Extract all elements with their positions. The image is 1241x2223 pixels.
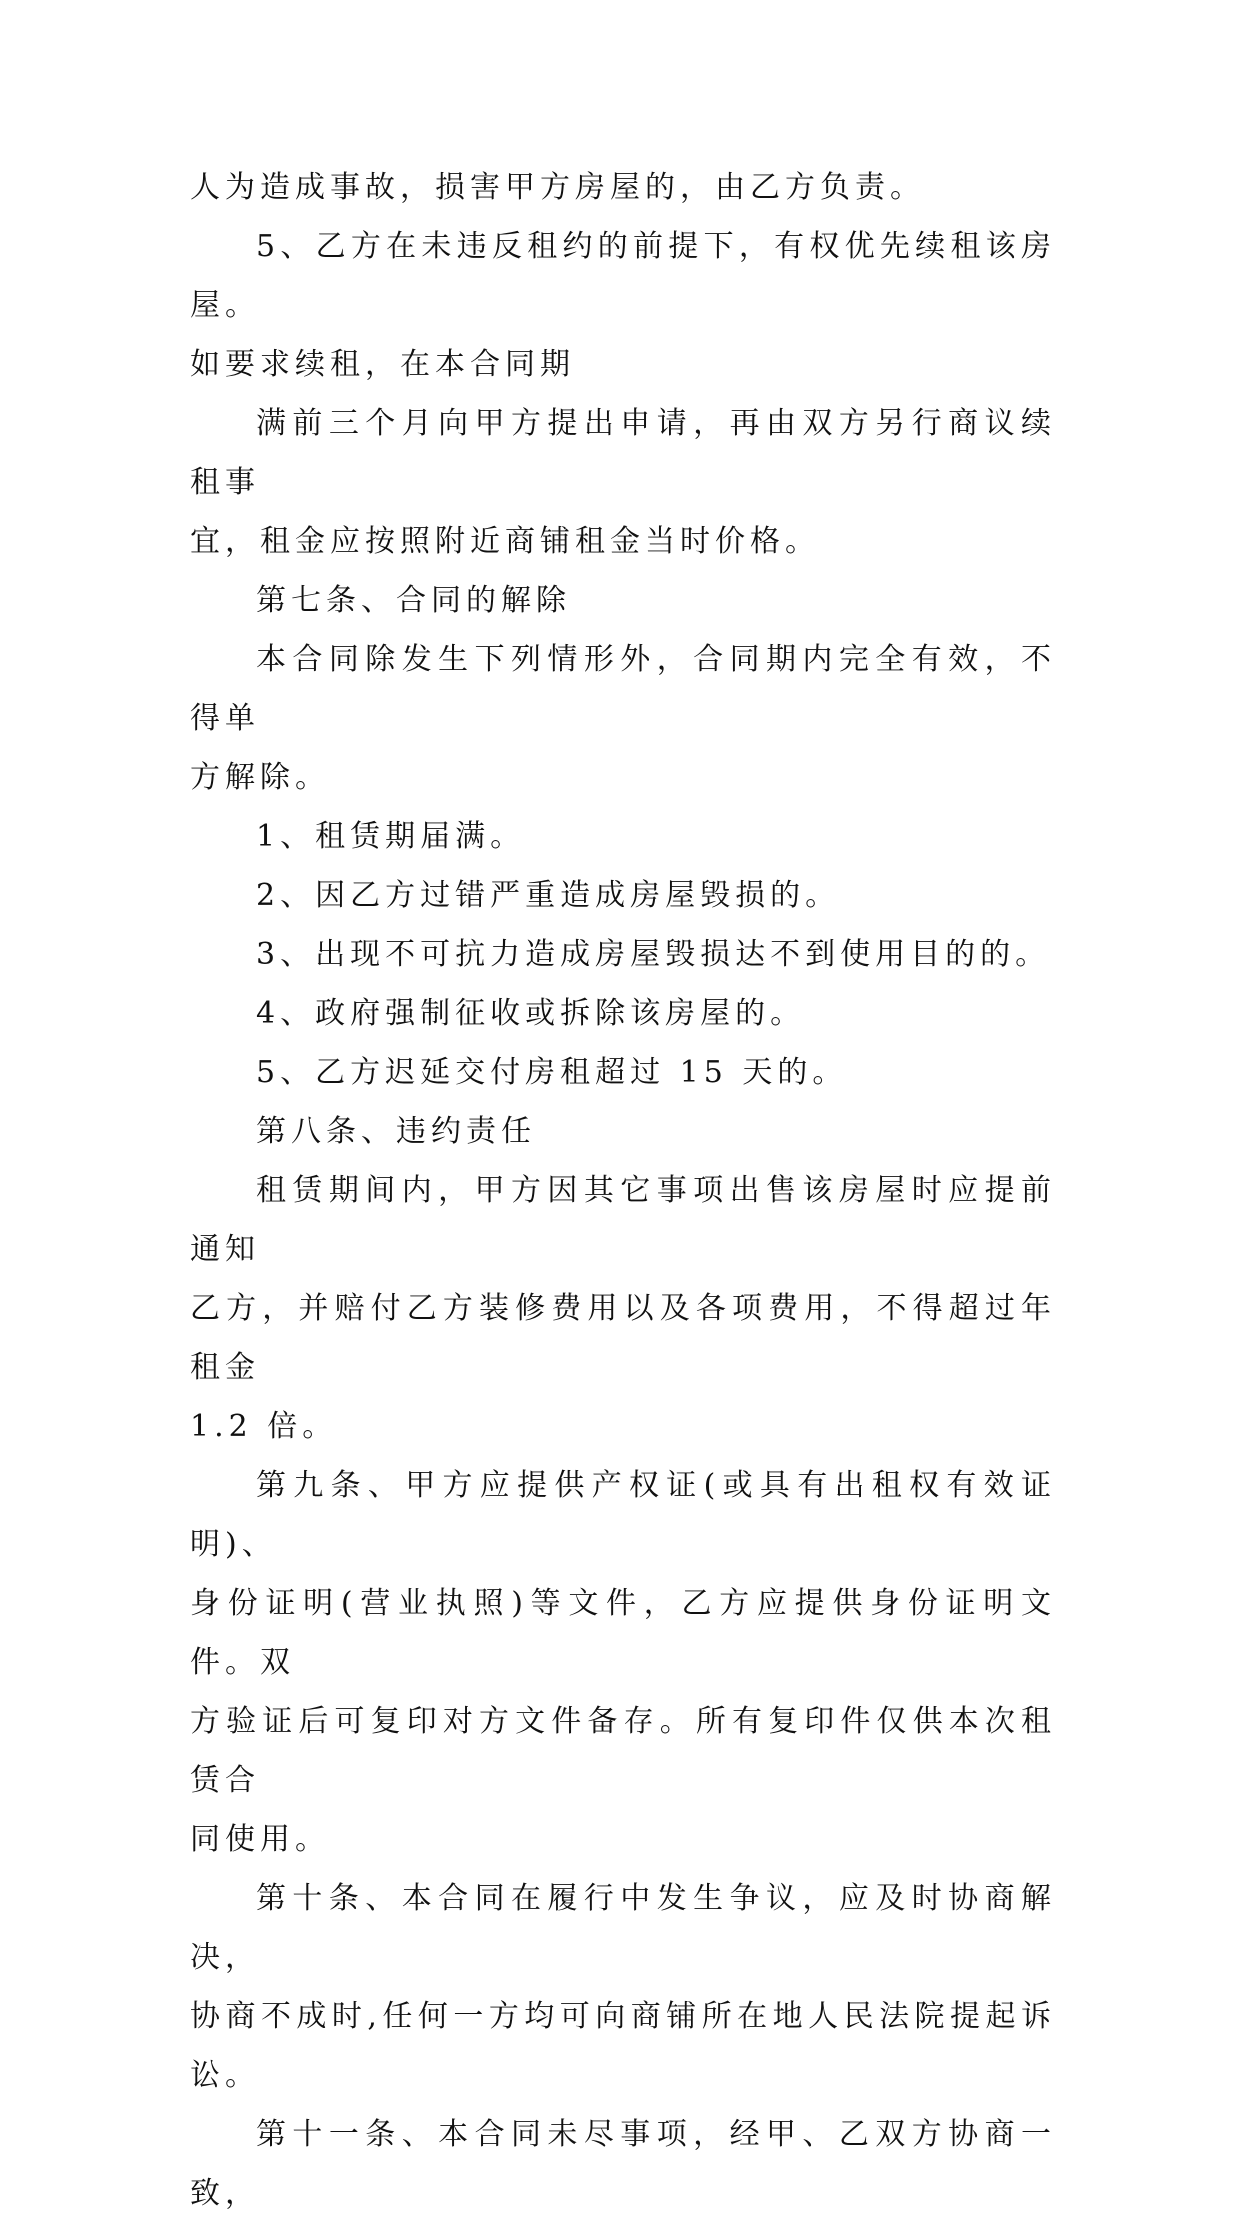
paragraph (190, 1161, 1056, 1456)
paragraph (190, 217, 1056, 394)
text-line: 5、乙方在未违反租约的前提下，有权优先续租该房屋。 (190, 229, 1056, 323)
text-line: 1、租赁期届满。 (256, 819, 526, 854)
paragraph (190, 394, 1056, 571)
paragraph (190, 630, 1056, 807)
text-line: 宜，租金应按照附近商铺租金当时价格。 (190, 524, 820, 559)
text-line: 协商不成时,任何一方均可向商铺所在地人民法院提起诉讼。 (190, 1999, 1056, 2093)
text-line: 4、政府强制征收或拆除该房屋的。 (256, 996, 806, 1031)
paragraph (190, 1869, 1056, 2105)
paragraph (190, 1043, 1056, 1102)
text-line: 2、因乙方过错严重造成房屋毁损的。 (256, 878, 841, 913)
text-line: 方解除。 (190, 760, 330, 795)
text-line: 第九条、甲方应提供产权证(或具有出租权有效证明)、 (190, 1468, 1056, 1562)
text-line: 同使用。 (190, 1822, 330, 1857)
text-line: 3、出现不可抗力造成房屋毁损达不到使用目的的。 (256, 937, 1051, 972)
paragraph (190, 984, 1056, 1043)
text-line: 身份证明(营业执照)等文件，乙方应提供身份证明文件。双 (190, 1586, 1056, 1680)
paragraph (190, 866, 1056, 925)
text-line: 满前三个月向甲方提出申请，再由双方另行商议续租事 (190, 406, 1056, 500)
text-line: 第十条、本合同在履行中发生争议，应及时协商解决， (190, 1881, 1056, 1975)
text-line: 第十一条、本合同未尽事项，经甲、乙双方协商一致， (190, 2117, 1056, 2211)
paragraph (190, 1102, 1056, 1161)
text-line: 人为造成事故，损害甲方房屋的，由乙方负责。 (190, 170, 925, 205)
text-line: 第八条、违约责任 (256, 1114, 536, 1149)
paragraph (190, 925, 1056, 984)
paragraph (190, 158, 1056, 217)
text-line: 本合同除发生下列情形外，合同期内完全有效，不得单 (190, 642, 1056, 736)
text-line: 5、乙方迟延交付房租超过 15 天的。 (256, 1055, 848, 1090)
text-line: 方验证后可复印对方文件备存。所有复印件仅供本次租赁合 (190, 1704, 1056, 1798)
paragraph (190, 1456, 1056, 1869)
paragraph (190, 807, 1056, 866)
paragraph (190, 571, 1056, 630)
text-line: 租赁期间内，甲方因其它事项出售该房屋时应提前通知 (190, 1173, 1056, 1267)
text-line: 如要求续租，在本合同期 (190, 347, 575, 382)
text-line: 乙方，并赔付乙方装修费用以及各项费用，不得超过年租金 (190, 1291, 1056, 1385)
text-line: 1.2 倍。 (190, 1409, 338, 1444)
text-line: 第七条、合同的解除 (256, 583, 571, 618)
paragraph (190, 2105, 1056, 2223)
document-body (190, 158, 1056, 2223)
